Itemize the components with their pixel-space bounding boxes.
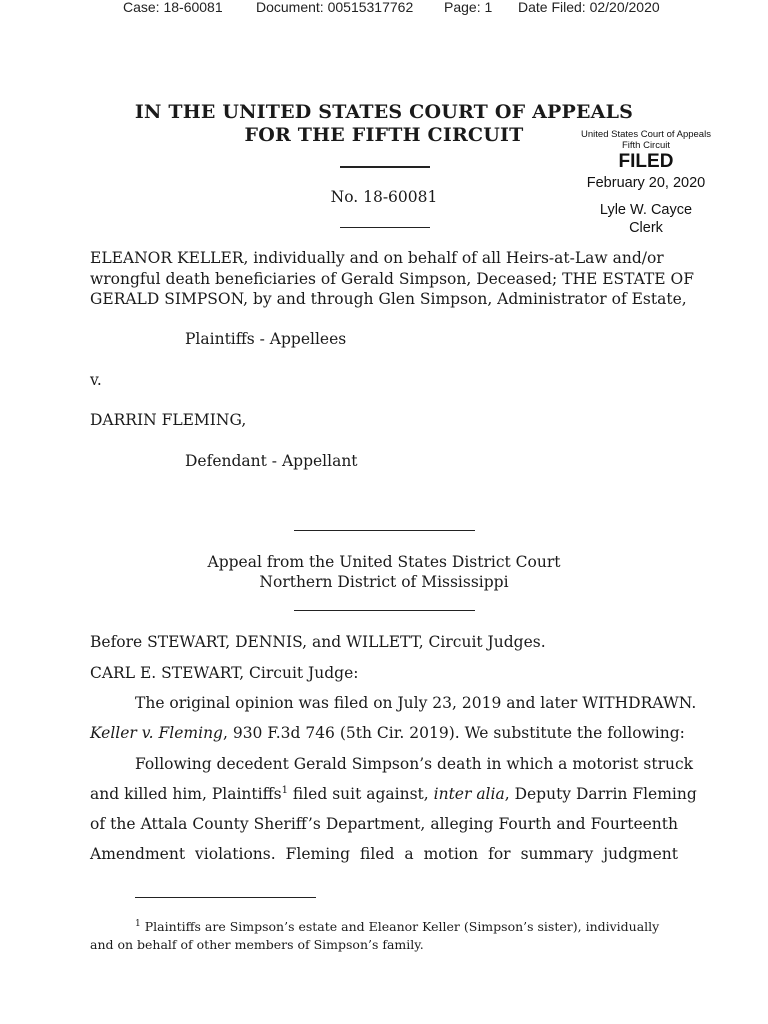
case-header [0, 0, 768, 18]
filed-stamp [575, 129, 717, 237]
paragraph-1-line-2 [90, 724, 685, 742]
p2-text-b: filed suit against, [287, 785, 434, 804]
footnote-separator [135, 897, 316, 898]
stamp-circuit: Fifth Circuit [621, 140, 671, 151]
versus: v. [90, 371, 102, 389]
stamp-clerk-name: Lyle W. Cayce [599, 202, 693, 218]
appeal-line-1: Appeal from the United States District Court [207, 553, 561, 571]
p2-text-a: and killed him, Plaintiffs [90, 785, 282, 804]
stamp-date: February 20, 2020 [586, 175, 706, 191]
p2-text-c: , Deputy Darrin Fleming [504, 785, 697, 804]
court-title-line1: IN THE UNITED STATES COURT OF APPEALS [134, 101, 634, 123]
court-title-line2: FOR THE FIFTH CIRCUIT [244, 124, 524, 146]
document-number-header: Document: 00515317762 [256, 0, 414, 15]
footnote-line-1 [90, 915, 680, 936]
page-number-header: Page: 1 [444, 0, 493, 15]
case-number-header: Case: 18-60081 [123, 0, 223, 15]
paragraph-2-line-3: of the Attala County Sheriff’s Department, alleging Fourth and Fourteenth [90, 815, 678, 833]
footnote-1 [90, 915, 680, 954]
defendant-role: Defendant - Appellant [185, 452, 358, 470]
date-filed-header: Date Filed: 02/20/2020 [518, 0, 660, 15]
plaintiff-line-2: wrongful death beneficiaries of Gerald Simpson, Deceased; THE ESTATE OF [90, 270, 695, 288]
p2-italic: inter alia [433, 785, 505, 804]
footnote-reference[interactable]: 1 [281, 785, 288, 796]
citation-rest: , 930 F.3d 746 (5th Cir. 2019). We substitute the following: [222, 724, 685, 742]
case-citation: Keller v. Fleming [90, 724, 223, 742]
plaintiff-line-1: ELEANOR KELLER, individually and on behalf of all Heirs-at-Law and/or [90, 249, 664, 267]
paragraph-2-line-1: Following decedent Gerald Simpson’s death in which a motorist struck [135, 755, 694, 773]
case-number-rule-top [340, 166, 430, 168]
stamp-court-name: United States Court of Appeals [581, 129, 711, 140]
case-number: No. 18-60081 [330, 188, 438, 206]
opinion-author: CARL E. STEWART, Circuit Judge: [90, 664, 359, 682]
paragraph-1-line-1: The original opinion was filed on July 23, 2019 and later WITHDRAWN. [135, 694, 697, 712]
footnote-mark: 1 [135, 919, 141, 929]
appeal-rule-bottom [294, 610, 475, 611]
appeal-line-2: Northern District of Mississippi [259, 573, 509, 591]
stamp-filed: FILED [618, 151, 674, 172]
plaintiff-role: Plaintiffs - Appellees [185, 330, 347, 348]
plaintiff-line-3: GERALD SIMPSON, by and through Glen Simpson, Administrator of Estate, [90, 290, 687, 308]
panel-judges: Before STEWART, DENNIS, and WILLETT, Circuit Judges. [90, 633, 546, 651]
appeal-rule-top [294, 530, 475, 531]
defendant-name: DARRIN FLEMING, [90, 411, 247, 429]
paragraph-2-line-4: Amendment violations. Fleming filed a motion for summary judgment [90, 845, 678, 863]
paragraph-2-line-2 [90, 785, 697, 804]
footnote-line-2: and on behalf of other members of Simpson’s family. [90, 937, 424, 953]
case-number-rule-bottom [340, 227, 430, 228]
stamp-clerk-title: Clerk [629, 220, 663, 236]
footnote-text-1: Plaintiffs are Simpson’s estate and Eleanor Keller (Simpson’s sister), individually [140, 919, 660, 935]
